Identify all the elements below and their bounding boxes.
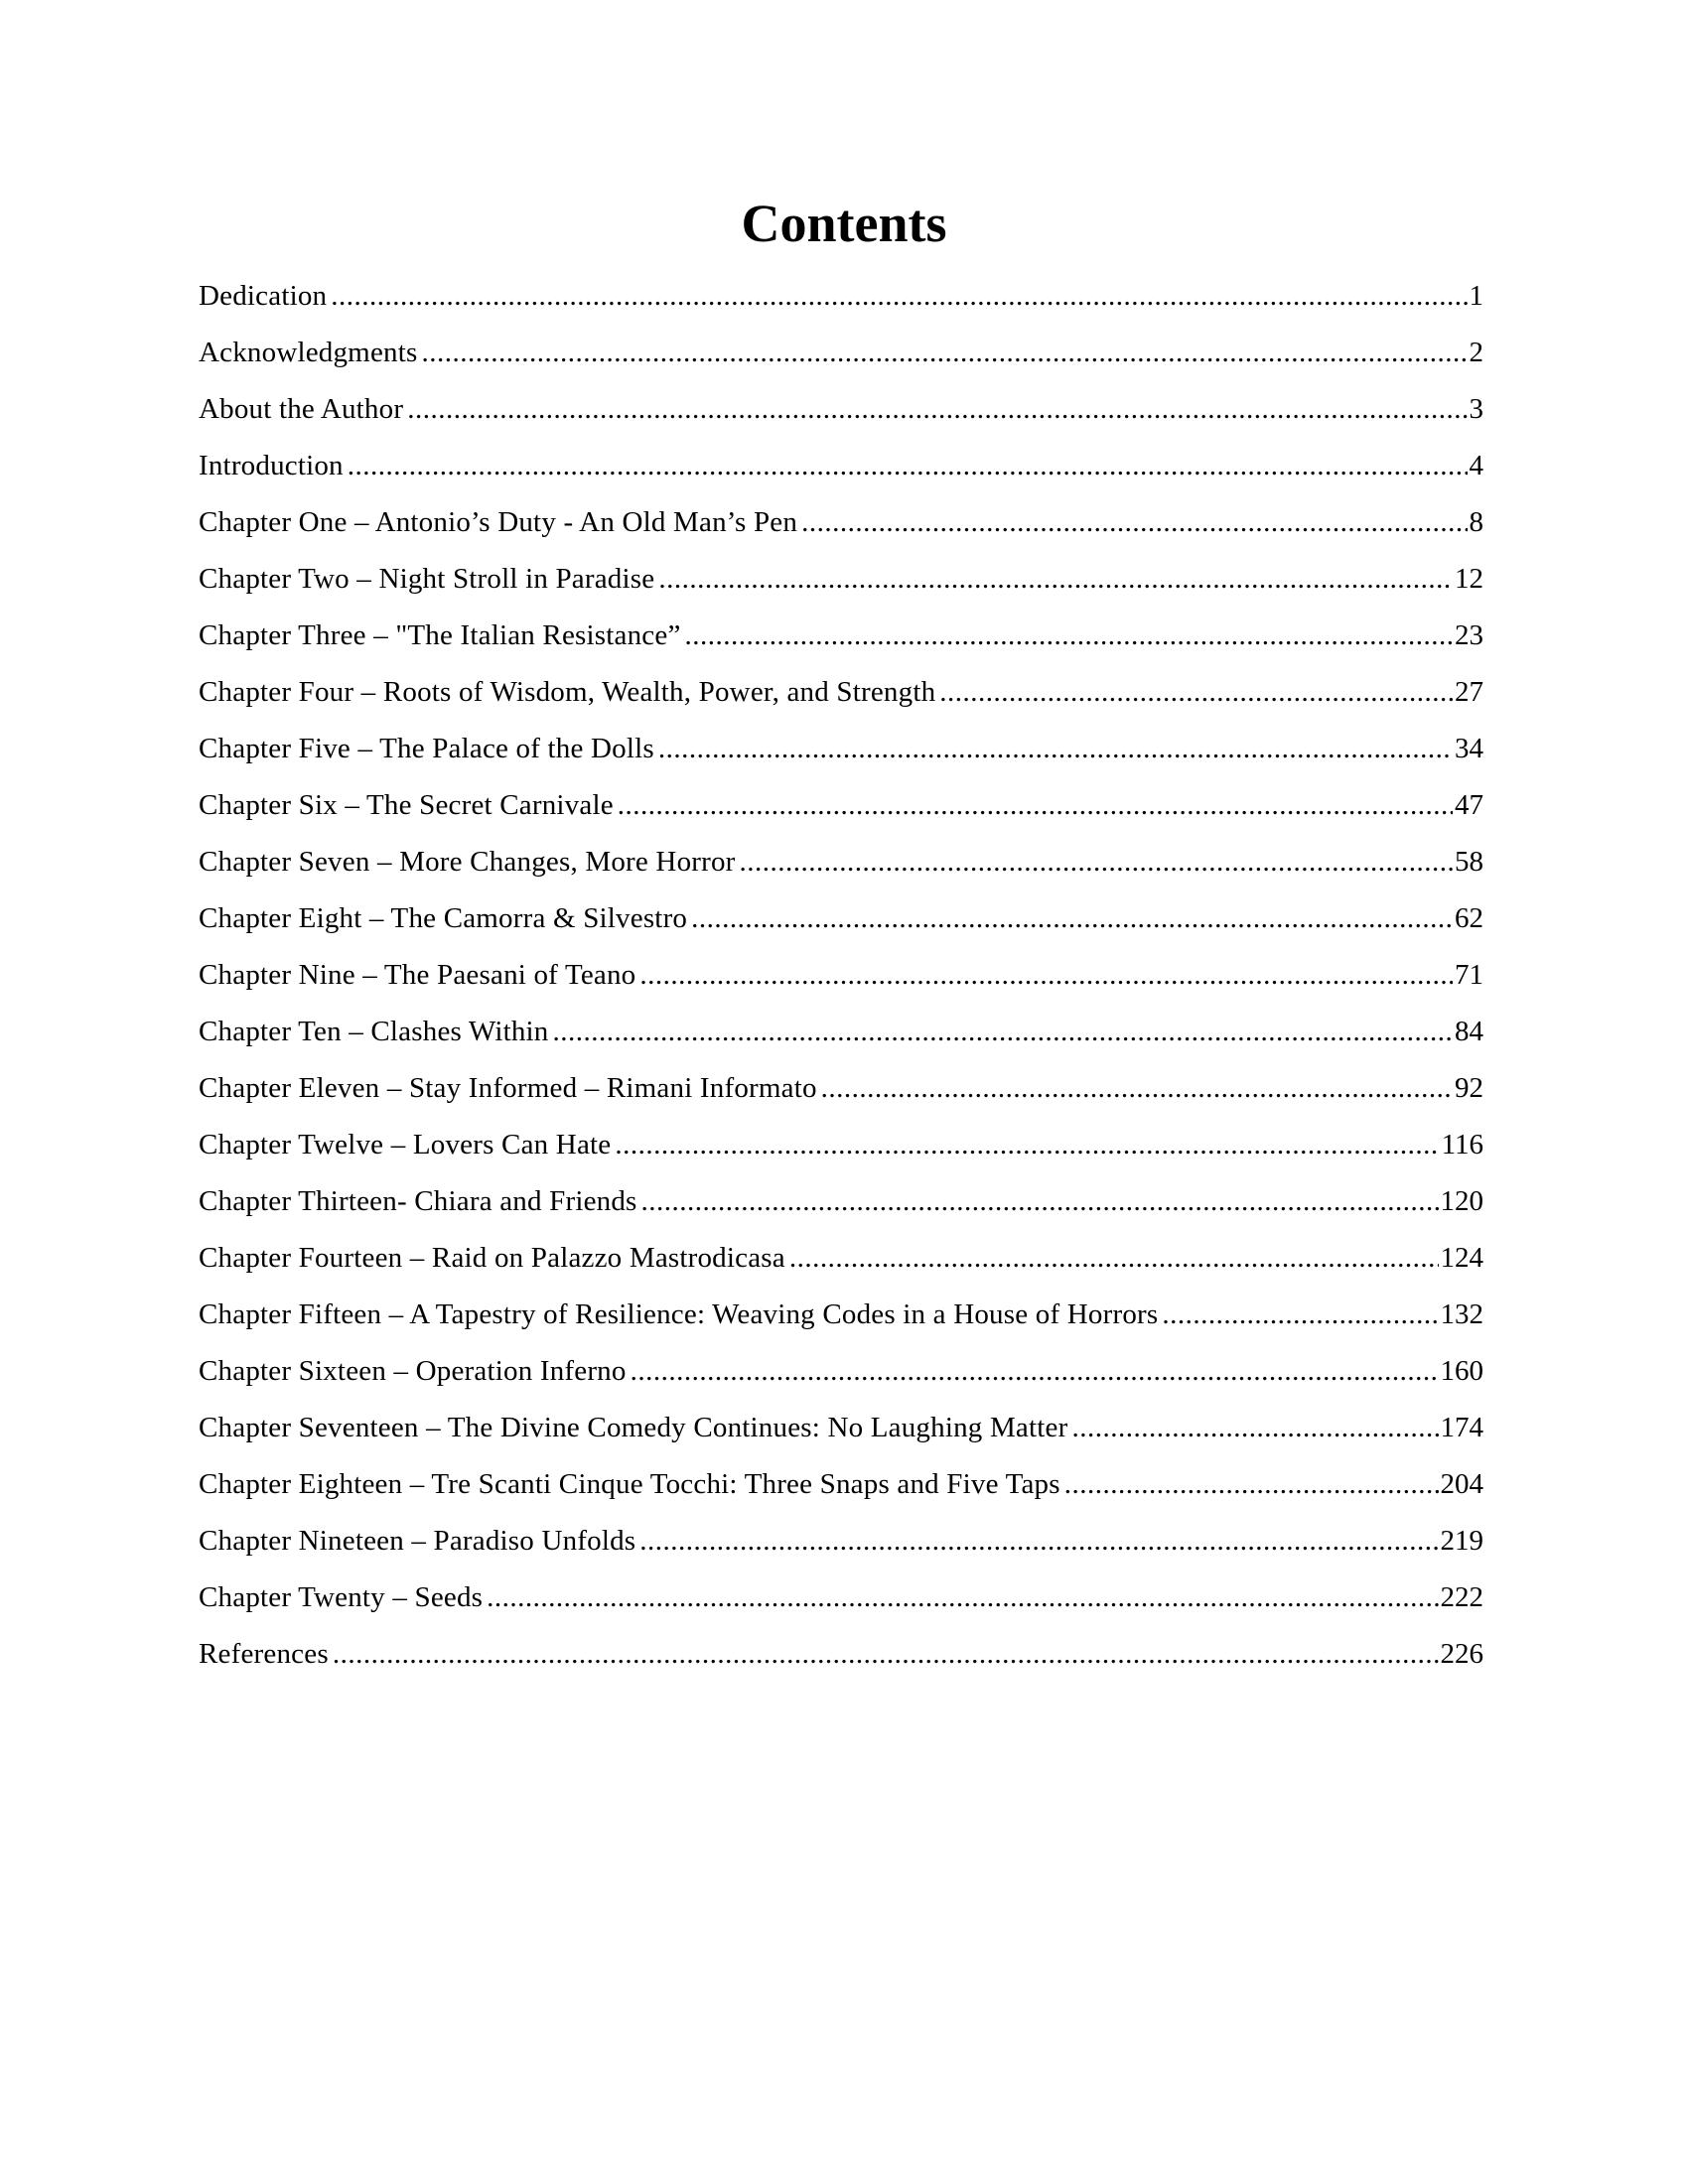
dot-leader	[821, 1060, 1453, 1117]
toc-row	[199, 1230, 1483, 1287]
toc-entry-label: Introduction	[199, 450, 344, 481]
toc-row	[199, 608, 1483, 664]
toc-entry-label: References	[199, 1638, 329, 1670]
toc-row	[199, 947, 1483, 1004]
toc-row	[199, 890, 1483, 947]
dot-leader	[1071, 1400, 1438, 1456]
toc-entry-label: Chapter Four – Roots of Wisdom, Wealth, Power, and Strength	[199, 676, 936, 708]
toc-row	[199, 1060, 1483, 1117]
toc-row	[199, 664, 1483, 721]
toc-entry-page-number: 222	[1440, 1581, 1483, 1613]
toc-entry-page-number: 116	[1441, 1129, 1483, 1160]
dot-leader	[331, 268, 1467, 325]
toc-row	[199, 1456, 1483, 1513]
dot-leader	[333, 1626, 1439, 1683]
toc-entry-label: Chapter Six – The Secret Carnivale	[199, 789, 614, 821]
toc-row	[199, 1287, 1483, 1343]
toc-entry-page-number: 124	[1440, 1242, 1483, 1274]
toc-entry-label: Chapter Seventeen – The Divine Comedy Continues: No Laughing Matter	[199, 1412, 1068, 1443]
toc-row	[199, 1400, 1483, 1456]
toc-row	[199, 777, 1483, 834]
page-title: Contents	[741, 194, 947, 253]
dot-leader	[553, 1004, 1453, 1060]
dot-leader	[421, 325, 1467, 381]
toc-entry-label: Chapter Ten – Clashes Within	[199, 1016, 549, 1047]
toc-entry-page-number: 226	[1440, 1638, 1483, 1670]
toc-entry-page-number: 132	[1440, 1298, 1483, 1330]
toc-row	[199, 1626, 1483, 1683]
toc-entry-page-number: 47	[1455, 789, 1483, 821]
toc-entry-label: Chapter Thirteen- Chiara and Friends	[199, 1185, 637, 1217]
toc-entry-page-number: 4	[1469, 450, 1483, 481]
toc-entry-label: Chapter Nineteen – Paradiso Unfolds	[199, 1525, 636, 1557]
toc-row	[199, 1570, 1483, 1626]
dot-leader	[348, 438, 1468, 494]
toc-row	[199, 494, 1483, 551]
toc-entry-page-number: 219	[1440, 1525, 1483, 1557]
dot-leader	[658, 721, 1453, 777]
toc-entry-page-number: 58	[1455, 846, 1483, 878]
dot-leader	[487, 1570, 1438, 1626]
toc-row	[199, 381, 1483, 438]
dot-leader	[740, 834, 1453, 890]
toc-entry-label: Chapter Eleven – Stay Informed – Rimani Informato	[199, 1072, 817, 1104]
dot-leader	[789, 1230, 1439, 1287]
dot-leader	[631, 1343, 1439, 1400]
toc-row	[199, 325, 1483, 381]
toc-entry-label: Dedication	[199, 280, 328, 312]
toc-entry-label: Chapter Two – Night Stroll in Paradise	[199, 563, 655, 595]
toc-entry-label: Chapter Twelve – Lovers Can Hate	[199, 1129, 612, 1160]
toc-entry-page-number: 23	[1455, 619, 1483, 651]
toc-entry-page-number: 2	[1469, 337, 1483, 368]
toc-entry-page-number: 34	[1455, 733, 1483, 764]
toc-entry-page-number: 160	[1440, 1355, 1483, 1387]
toc-entry-label: Chapter Seven – More Changes, More Horror	[199, 846, 736, 878]
toc-row	[199, 1173, 1483, 1230]
toc-row	[199, 1117, 1483, 1173]
dot-leader	[939, 664, 1453, 721]
toc-entry-label: Chapter Fifteen – A Tapestry of Resilience: Weaving Codes in a House of Horrors	[199, 1298, 1159, 1330]
toc-row	[199, 551, 1483, 608]
dot-leader	[1162, 1287, 1438, 1343]
toc-entry-page-number: 84	[1455, 1016, 1483, 1047]
toc-entry-label: Chapter Fourteen – Raid on Palazzo Mastrodicasa	[199, 1242, 785, 1274]
toc-row	[199, 721, 1483, 777]
toc-entry-page-number: 27	[1455, 676, 1483, 708]
dot-leader	[1064, 1456, 1439, 1513]
toc-entry-label: Acknowledgments	[199, 337, 418, 368]
toc-entry-page-number: 92	[1455, 1072, 1483, 1104]
dot-leader	[615, 1117, 1439, 1173]
toc-entry-label: Chapter Nine – The Paesani of Teano	[199, 959, 636, 991]
toc-entry-page-number: 3	[1469, 393, 1483, 425]
toc-entry-label: About the Author	[199, 393, 404, 425]
toc-entry-label: Chapter Three – "The Italian Resistance”	[199, 619, 681, 651]
toc-entry-page-number: 12	[1455, 563, 1483, 595]
dot-leader	[639, 1513, 1438, 1570]
toc-row	[199, 438, 1483, 494]
toc-entry-page-number: 174	[1440, 1412, 1483, 1443]
dot-leader	[658, 551, 1453, 608]
toc-entry-label: Chapter Five – The Palace of the Dolls	[199, 733, 654, 764]
toc-row	[199, 1513, 1483, 1570]
dot-leader	[639, 947, 1453, 1004]
toc-entry-label: Chapter Eight – The Camorra & Silvestro	[199, 902, 688, 934]
toc-entry-label: Chapter One – Antonio’s Duty - An Old Man’s Pen	[199, 506, 798, 538]
dot-leader	[407, 381, 1467, 438]
toc-entry-page-number: 8	[1469, 506, 1483, 538]
dot-leader	[685, 608, 1453, 664]
toc-entry-label: Chapter Eighteen – Tre Scanti Cinque Tocchi: Three Snaps and Five Taps	[199, 1468, 1060, 1500]
toc-entry-page-number: 62	[1455, 902, 1483, 934]
toc-entry-label: Chapter Twenty – Seeds	[199, 1581, 484, 1613]
dot-leader	[691, 890, 1453, 947]
dot-leader	[618, 777, 1453, 834]
toc-row	[199, 1343, 1483, 1400]
dot-leader	[801, 494, 1467, 551]
toc-row	[199, 834, 1483, 890]
toc-entry-page-number: 204	[1440, 1468, 1483, 1500]
table-of-contents	[199, 268, 1483, 1683]
toc-row	[199, 268, 1483, 325]
toc-row	[199, 1004, 1483, 1060]
dot-leader	[641, 1173, 1439, 1230]
toc-entry-page-number: 71	[1455, 959, 1483, 991]
toc-entry-page-number: 120	[1440, 1185, 1483, 1217]
toc-entry-label: Chapter Sixteen – Operation Inferno	[199, 1355, 627, 1387]
toc-entry-page-number: 1	[1469, 280, 1483, 312]
